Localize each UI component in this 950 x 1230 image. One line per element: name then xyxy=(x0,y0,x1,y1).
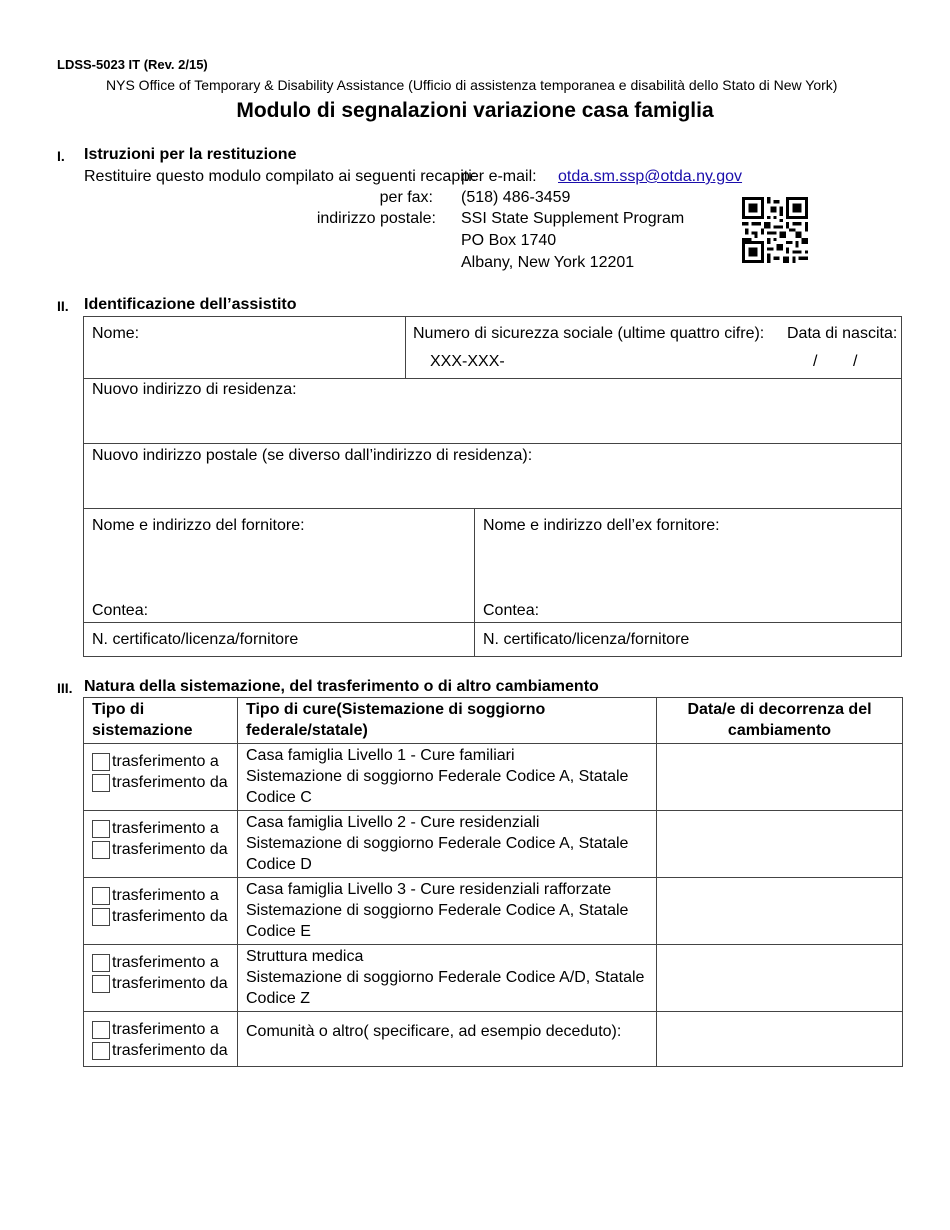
transfer-from-checkbox[interactable] xyxy=(92,1042,110,1060)
transfer-to-checkbox[interactable] xyxy=(92,954,110,972)
transfer-from-checkbox[interactable] xyxy=(92,975,110,993)
section-3-heading: Natura della sistemazione, del trasferimento o di altro cambiamento xyxy=(84,678,599,695)
effective-date-cell[interactable] xyxy=(657,945,903,1012)
divider xyxy=(83,378,902,379)
return-intro: Restituire questo modulo compilato ai seguenti recapiti: xyxy=(84,168,477,185)
transfer-to-checkbox[interactable] xyxy=(92,1021,110,1039)
table-header-row xyxy=(84,698,903,744)
former-provider-name-address-label[interactable]: Nome e indirizzo dell’ex fornitore: xyxy=(483,517,720,534)
placement-change-table xyxy=(83,697,903,1067)
email-link[interactable]: otda.sm.ssp@otda.ny.gov xyxy=(558,168,743,185)
address-line-3: Albany, New York 12201 xyxy=(461,254,635,271)
address-line-2: PO Box 1740 xyxy=(461,232,557,249)
col-header-care-type: Tipo di cure(Sistemazione di soggiorno federale/statale) xyxy=(238,698,657,744)
section-1-number: I. xyxy=(57,148,65,164)
divider xyxy=(83,443,902,444)
section-2-heading: Identificazione dell’assistito xyxy=(84,296,297,313)
col-header-placement-type: Tipo di sistemazione xyxy=(84,698,238,744)
former-provider-certificate-label[interactable]: N. certificato/licenza/fornitore xyxy=(483,631,690,648)
care-type-cell: Casa famiglia Livello 1 - Cure familiari Sistemazione di soggiorno Federale Codice A, Statale Codice C xyxy=(238,744,657,811)
postal-label: indirizzo postale: xyxy=(316,210,436,227)
table-row: trasferimento a trasferimento da Casa famiglia Livello 2 - Cure residenziali Sistemazione di soggiorno Federale Codice A, Statale Codice D xyxy=(84,811,903,878)
divider xyxy=(83,622,902,623)
divider xyxy=(405,316,406,378)
fax-label: per fax: xyxy=(379,189,433,206)
transfer-from-checkbox[interactable] xyxy=(92,841,110,859)
form-code: LDSS-5023 IT (Rev. 2/15) xyxy=(57,57,208,72)
effective-date-cell[interactable] xyxy=(657,744,903,811)
new-postal-address-label[interactable]: Nuovo indirizzo postale (se diverso dall’indirizzo di residenza): xyxy=(92,447,533,464)
new-residence-address-label[interactable]: Nuovo indirizzo di residenza: xyxy=(92,381,297,398)
table-row: trasferimento a trasferimento da Comunità o altro( specificare, ad esempio deceduto): xyxy=(84,1012,903,1067)
table-row: trasferimento a trasferimento da Struttura medica Sistemazione di soggiorno Federale Codice A/D, Statale Codice Z xyxy=(84,945,903,1012)
transfer-to-checkbox[interactable] xyxy=(92,753,110,771)
effective-date-cell[interactable] xyxy=(657,878,903,945)
fax-number: (518) 486-3459 xyxy=(461,189,571,206)
former-provider-county-label[interactable]: Contea: xyxy=(483,602,540,619)
name-field-label[interactable]: Nome: xyxy=(92,325,140,342)
transfer-to-checkbox[interactable] xyxy=(92,820,110,838)
dob-field-label[interactable]: Data di nascita: xyxy=(787,325,898,342)
effective-date-cell[interactable] xyxy=(657,1012,903,1067)
table-row: trasferimento a trasferimento da Casa famiglia Livello 3 - Cure residenziali rafforzate Sistemazione di soggiorno Federale Codice A, Statale Codice E xyxy=(84,878,903,945)
divider xyxy=(83,508,902,509)
care-type-cell: Struttura medica Sistemazione di soggiorno Federale Codice A/D, Statale Codice Z xyxy=(238,945,657,1012)
care-type-cell[interactable]: Comunità o altro( specificare, ad esempio deceduto): xyxy=(238,1012,657,1067)
provider-certificate-label[interactable]: N. certificato/licenza/fornitore xyxy=(92,631,299,648)
divider xyxy=(474,508,475,657)
section-3-number: III. xyxy=(57,680,73,696)
dob-slashes: / / xyxy=(813,353,858,370)
col-header-effective-date: Data/e di decorrenza del cambiamento xyxy=(657,698,903,744)
table-row: trasferimento a trasferimento da Casa famiglia Livello 1 - Cure familiari Sistemazione di soggiorno Federale Codice A, Statale Codice C xyxy=(84,744,903,811)
qr-code-icon xyxy=(742,197,808,263)
agency-name: NYS Office of Temporary & Disability Assistance (Ufficio di assistenza temporanea e disabilità dello Stato di New York) xyxy=(106,77,838,93)
transfer-from-checkbox[interactable] xyxy=(92,908,110,926)
section-2-number: II. xyxy=(57,298,69,314)
ssn-field-label[interactable]: Numero di sicurezza sociale (ultime quattro cifre): xyxy=(413,325,765,342)
email-label: per e-mail: xyxy=(461,168,537,185)
ssn-prefix: XXX-XXX- xyxy=(430,353,505,370)
care-type-cell: Casa famiglia Livello 2 - Cure residenziali Sistemazione di soggiorno Federale Codice A, Statale Codice D xyxy=(238,811,657,878)
effective-date-cell[interactable] xyxy=(657,811,903,878)
section-1-heading: Istruzioni per la restituzione xyxy=(84,146,297,163)
page-title: Modulo di segnalazioni variazione casa famiglia xyxy=(236,99,714,122)
transfer-to-checkbox[interactable] xyxy=(92,887,110,905)
address-line-1: SSI State Supplement Program xyxy=(461,210,685,227)
care-type-cell: Casa famiglia Livello 3 - Cure residenziali rafforzate Sistemazione di soggiorno Federale Codice A, Statale Codice E xyxy=(238,878,657,945)
provider-name-address-label[interactable]: Nome e indirizzo del fornitore: xyxy=(92,517,305,534)
transfer-from-checkbox[interactable] xyxy=(92,774,110,792)
provider-county-label[interactable]: Contea: xyxy=(92,602,149,619)
